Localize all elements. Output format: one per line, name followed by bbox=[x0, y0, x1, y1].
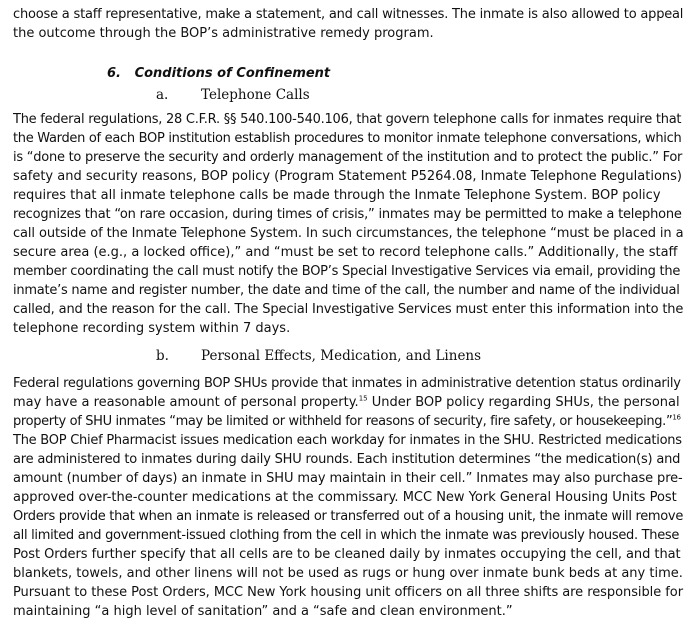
text-line: Orders provide that when an inmate is released or transferred out of a housing unit, the inmate will remove bbox=[13, 509, 684, 524]
text-line: requires that all inmate telephone calls be made through the Inmate Telephone System. BOP policy bbox=[13, 188, 661, 203]
text-line bbox=[13, 412, 683, 431]
text-line: is “done to preserve the security and orderly management of the institution and to protect the public.” For bbox=[13, 150, 683, 165]
text-line: recognizes that “on rare occasion, during times of crisis,” inmates may be permitted to make a telephone bbox=[13, 207, 682, 222]
text-line: called, and the reason for the call. The Special Investigative Services must enter this information into the bbox=[13, 302, 684, 317]
text-line: amount (number of days) an inmate in SHU may maintain in their cell.” Inmates may also purchase pre- bbox=[13, 471, 683, 486]
telephone-calls-text bbox=[13, 110, 683, 338]
text-line: member coordinating the call must notify the BOP’s Special Investigative Services via email, providing the bbox=[13, 264, 681, 279]
text-line: all limited and government-issued clothing from the cell in which the inmate was previously housed. These bbox=[13, 528, 680, 543]
text-line: the outcome through the BOP’s administrative remedy program. bbox=[13, 26, 434, 41]
text-line: The BOP Chief Pharmacist issues medication each workday for inmates in the SHU. Restricted medications bbox=[13, 433, 682, 448]
text-line: the Warden of each BOP institution establish procedures to monitor inmate telephone conversations, which bbox=[13, 131, 682, 146]
telephone-calls-paragraph bbox=[13, 110, 683, 338]
text-line: Pursuant to these Post Orders, MCC New York housing unit officers on all three shifts are responsible for bbox=[13, 585, 683, 600]
text-line: maintaining “a high level of sanitation” and a “safe and clean environment.” bbox=[13, 604, 513, 619]
footnote-ref-15[interactable]: 15 bbox=[358, 394, 368, 403]
subsection-title: Telephone Calls bbox=[201, 87, 310, 103]
text-line: are administered to inmates during daily SHU rounds. Each institution determines “the medication(s) and bbox=[13, 452, 681, 467]
text-line: telephone recording system within 7 days. bbox=[13, 321, 291, 336]
intro-text bbox=[13, 5, 683, 43]
text-line: call outside of the Inmate Telephone System. In such circumstances, the telephone “must be placed in a bbox=[13, 226, 684, 241]
text-line: blankets, towels, and other linens will not be used as rugs or hung over inmate bunk beds at any time. bbox=[13, 566, 683, 581]
subsection-title: Personal Effects, Medication, and Linens bbox=[201, 348, 482, 364]
text-line: choose a staff representative, make a statement, and call witnesses. The inmate is also allowed to appeal bbox=[13, 7, 684, 22]
text-line: Post Orders further specify that all cells are to be cleaned daily by inmates occupying the cell, and that bbox=[13, 547, 681, 562]
text-line: inmate’s name and register number, the date and time of the call, the number and name of the individual bbox=[13, 283, 680, 298]
subsection-letter: b. bbox=[156, 348, 169, 364]
personal-effects-paragraph bbox=[13, 374, 683, 621]
text-line: Federal regulations governing BOP SHUs provide that inmates in administrative detention status ordinarily bbox=[13, 376, 681, 391]
text-segment: Under BOP policy regarding SHUs, the personal bbox=[367, 395, 680, 410]
subsection-letter: a. bbox=[156, 87, 169, 103]
text-line: approved over-the-counter medications at the commissary. MCC New York General Housing Units Post bbox=[13, 490, 677, 505]
personal-effects-text bbox=[13, 374, 683, 621]
text-line: safety and security reasons, BOP policy (Program Statement P5264.08, Inmate Telephone Regulations) bbox=[13, 169, 682, 184]
text-segment: property of SHU inmates “may be limited or withheld for reasons of security, fire safety, or housekeeping.” bbox=[13, 414, 673, 429]
intro-paragraph bbox=[13, 5, 683, 43]
footnote-ref-16[interactable]: 16 bbox=[672, 413, 681, 422]
subsection-b-heading bbox=[156, 348, 481, 364]
section-6-heading bbox=[107, 66, 330, 81]
text-line: The federal regulations, 28 C.F.R. §§ 540.100-540.106, that govern telephone calls for inmates require that bbox=[13, 112, 682, 127]
text-line: secure area (e.g., a locked office),” and “must be set to record telephone calls.” Additionally, the staff bbox=[13, 245, 678, 260]
section-number: 6. bbox=[107, 66, 121, 81]
text-line bbox=[13, 393, 683, 412]
subsection-a-heading bbox=[156, 87, 310, 103]
section-title: Conditions of Confinement bbox=[134, 66, 331, 81]
text-segment: may have a reasonable amount of personal property. bbox=[13, 395, 359, 410]
